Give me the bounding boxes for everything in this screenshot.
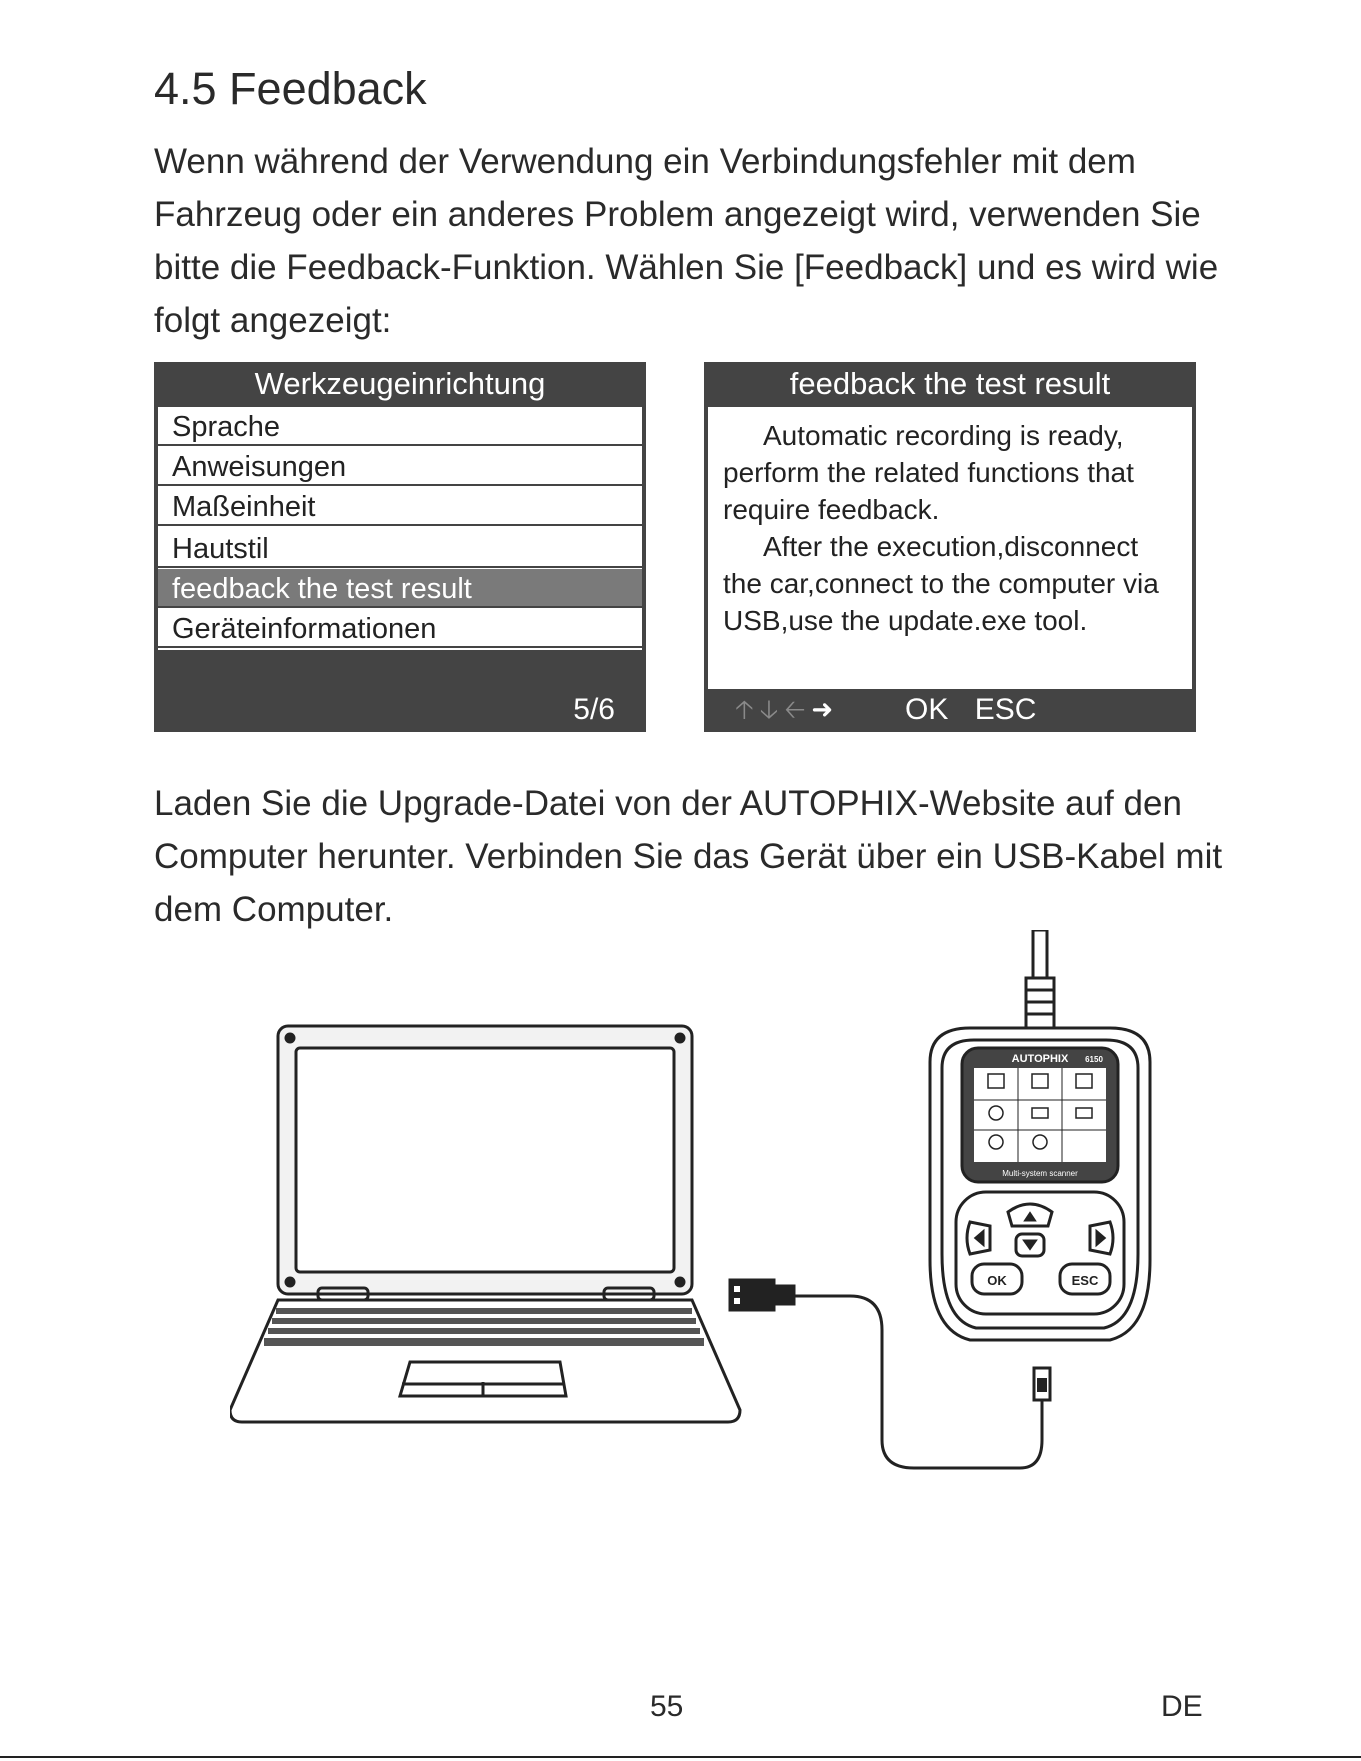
laptop-icon [230,1026,740,1422]
menu-item-feedback[interactable]: feedback the test result [158,569,642,608]
menu-item-instructions[interactable]: Anweisungen [158,447,642,486]
up-arrow-icon: 🡡 [735,694,754,724]
esc-button-label: ESC [1071,1273,1099,1288]
usb-connection-illustration [230,930,1190,1490]
left-arrow-icon: 🡠 [784,694,806,724]
down-arrow-icon: 🡣 [759,694,779,724]
menu-item-device-info[interactable]: Geräteinformationen [158,609,642,648]
screen-footer [705,688,1195,731]
menu-item-language[interactable]: Sprache [158,407,642,446]
navigation-arrows [735,688,839,731]
usb-plug-icon [730,1280,794,1310]
scanner-device-icon [930,1028,1150,1340]
model-label: 6150 [1085,1055,1103,1064]
screen-footer [155,688,645,731]
brand-label: AUTOPHIX [1011,1053,1069,1065]
message-paragraph-1: Automatic recording is ready, perform the related functions that require feedback. [723,420,1134,525]
screen-title: Werkzeugeinrichtung [254,366,546,401]
menu-item-skin[interactable]: Hautstil [158,529,642,568]
message-paragraph-2: After the execution,disconnect the car,connect to the computer via USB,use the update.exe tool. [723,531,1159,636]
section-heading: 4.5 Feedback [154,63,427,114]
subtitle-label: Multi-system scanner [1002,1169,1078,1178]
screen-title: feedback the test result [789,366,1111,401]
ok-label[interactable]: OK [905,693,949,726]
language-code: DE [1161,1690,1203,1723]
page-indicator: 5/6 [573,693,615,726]
esc-label[interactable]: ESC [974,693,1037,726]
feedback-screen [704,362,1196,732]
right-arrow-icon: ➜ [811,694,834,724]
ok-button-label: OK [987,1273,1007,1288]
instruction-paragraph: Laden Sie die Upgrade-Datei von der AUTOPHIX-Website auf den Computer herunter. Verbinden Sie das Gerät über ein USB-Kabel mit dem Computer. [154,784,1223,929]
intro-paragraph: Wenn während der Verwendung ein Verbindungsfehler mit dem Fahrzeug oder ein anderes Problem angezeigt wird, verwenden Sie bitte die Feedback-Funktion. Wählen Sie [Feedback] und es wird wie folgt angezeigt: [154,142,1219,340]
feedback-message [708,407,1192,689]
menu-item-units[interactable]: Maßeinheit [158,487,642,526]
setup-menu [158,407,642,650]
tool-setup-screen [154,362,646,732]
bottom-rule [0,1756,1361,1758]
page-number: 55 [650,1690,684,1723]
